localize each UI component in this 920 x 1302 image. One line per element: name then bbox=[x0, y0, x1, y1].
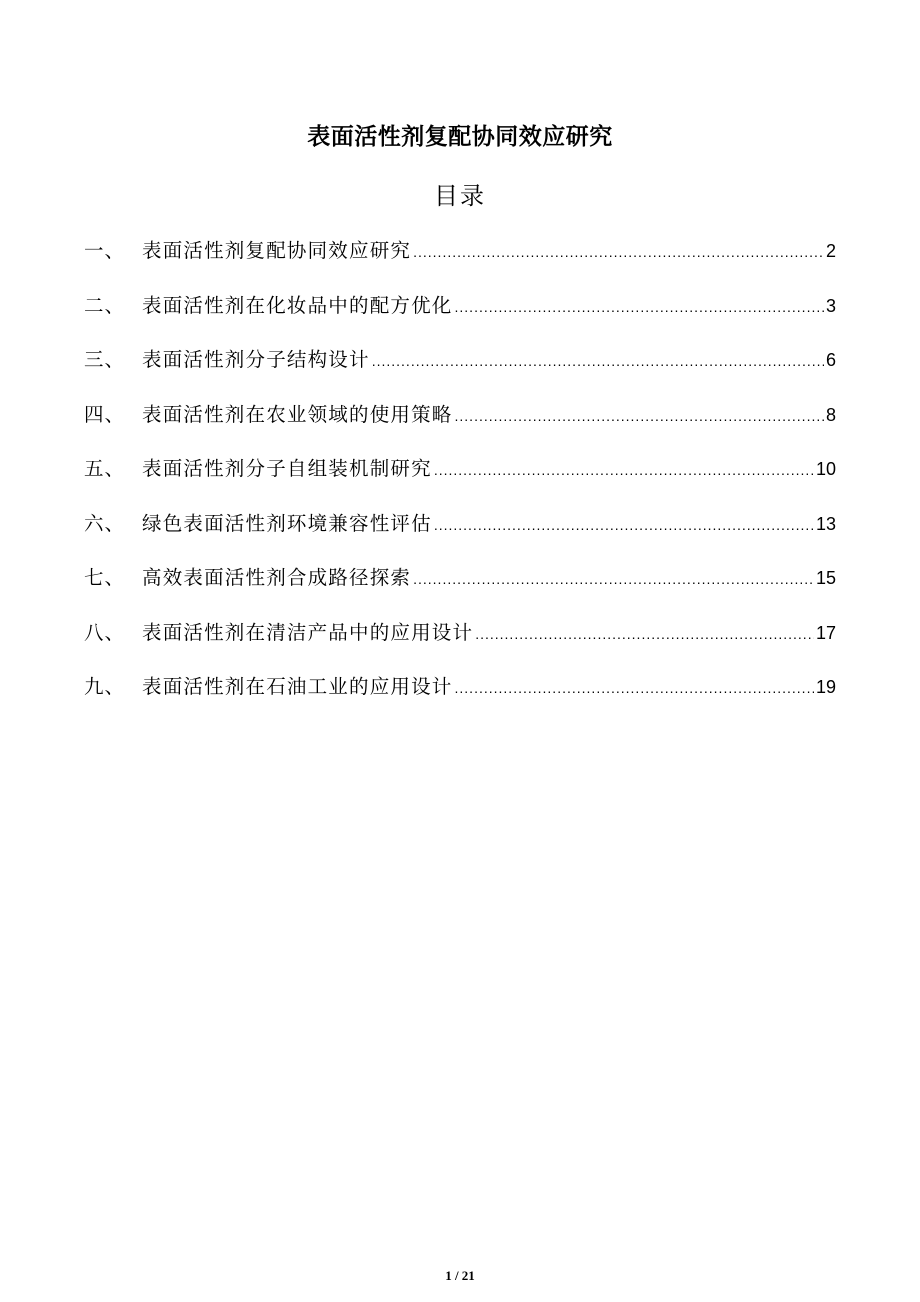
toc-entry-title: 表面活性剂在清洁产品中的应用设计 bbox=[142, 620, 474, 644]
toc-dot-leader bbox=[434, 506, 814, 544]
toc-entry[interactable] bbox=[84, 505, 836, 560]
toc-entry-number: 九、 bbox=[84, 675, 126, 698]
toc-entry[interactable] bbox=[84, 559, 836, 614]
toc-entry-title: 表面活性剂在农业领域的使用策略 bbox=[142, 402, 453, 426]
toc-entry-number: 八、 bbox=[84, 620, 126, 644]
document-title: 表面活性剂复配协同效应研究 bbox=[307, 124, 613, 150]
toc-entry-number: 二、 bbox=[84, 293, 126, 317]
toc-entry[interactable] bbox=[84, 232, 836, 287]
toc-entry-number: 一、 bbox=[84, 239, 126, 262]
toc-dot-leader bbox=[434, 451, 814, 489]
toc-entry-number: 五、 bbox=[84, 457, 126, 480]
toc-entry[interactable] bbox=[84, 450, 836, 505]
toc-entry[interactable] bbox=[84, 341, 836, 396]
toc-entry-page: 13 bbox=[815, 513, 836, 534]
toc-entry-page: 6 bbox=[825, 350, 836, 370]
toc-entry-title: 绿色表面活性剂环境兼容性评估 bbox=[142, 511, 432, 535]
toc-entry[interactable] bbox=[84, 668, 836, 723]
toc-entry-page: 19 bbox=[815, 677, 836, 697]
toc-entry-number: 三、 bbox=[84, 348, 126, 371]
toc-dot-leader bbox=[413, 233, 824, 271]
table-of-contents bbox=[84, 232, 836, 723]
toc-entry-page: 10 bbox=[815, 459, 836, 479]
toc-heading: 目录 bbox=[434, 182, 486, 210]
toc-entry-page: 15 bbox=[815, 568, 836, 588]
toc-entry[interactable] bbox=[84, 396, 836, 451]
toc-entry-title: 表面活性剂分子自组装机制研究 bbox=[142, 457, 432, 480]
toc-entry-page: 3 bbox=[825, 295, 836, 316]
toc-entry-number: 四、 bbox=[84, 402, 126, 426]
toc-dot-leader bbox=[455, 288, 824, 326]
toc-entry-title: 高效表面活性剂合成路径探索 bbox=[142, 566, 412, 589]
toc-entry[interactable] bbox=[84, 287, 836, 342]
toc-entry-page: 17 bbox=[815, 622, 836, 643]
toc-entry-number: 七、 bbox=[84, 566, 126, 589]
toc-entry-title: 表面活性剂在石油工业的应用设计 bbox=[142, 675, 453, 698]
page-number-footer: 1 / 21 bbox=[445, 1268, 475, 1283]
toc-entry-page: 8 bbox=[825, 404, 836, 425]
toc-entry-page: 2 bbox=[825, 241, 836, 261]
toc-entry-title: 表面活性剂复配协同效应研究 bbox=[142, 239, 412, 262]
toc-entry-number: 六、 bbox=[84, 511, 126, 535]
toc-entry-title: 表面活性剂分子结构设计 bbox=[142, 348, 370, 371]
toc-entry-title: 表面活性剂在化妆品中的配方优化 bbox=[142, 293, 453, 317]
toc-entry[interactable] bbox=[84, 614, 836, 669]
toc-dot-leader bbox=[475, 615, 814, 653]
toc-dot-leader bbox=[413, 560, 814, 598]
toc-dot-leader bbox=[372, 342, 824, 380]
toc-dot-leader bbox=[455, 669, 814, 707]
toc-dot-leader bbox=[455, 397, 824, 435]
